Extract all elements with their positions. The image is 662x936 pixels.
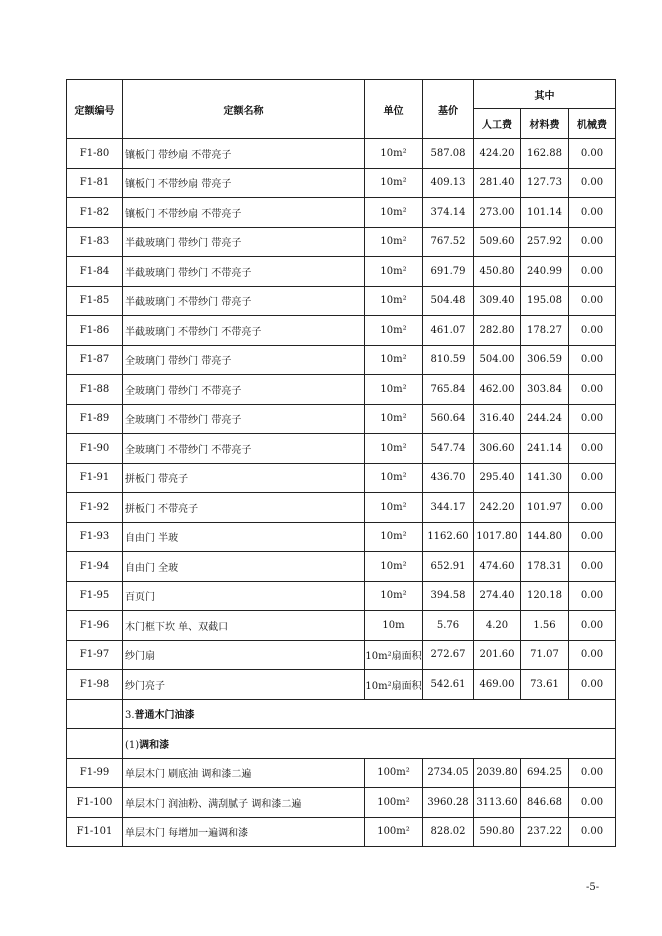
- cell-material: 257.92: [521, 227, 569, 257]
- cell-code: F1-90: [67, 434, 123, 464]
- cell-material: 178.31: [521, 552, 569, 582]
- cell-name: 拼板门 带亮子: [123, 463, 365, 493]
- header-name: 定额名称: [123, 80, 365, 139]
- cell-material: 101.14: [521, 198, 569, 228]
- cell-unit: 10m²: [365, 286, 423, 316]
- cell-code: F1-99: [67, 758, 123, 788]
- cell-code: F1-88: [67, 375, 123, 405]
- cell-code: F1-91: [67, 463, 123, 493]
- cell-labor: 242.20: [474, 493, 521, 523]
- cell-unit: 10m²: [365, 345, 423, 375]
- cell-base: 587.08: [423, 139, 474, 169]
- header-base: 基价: [423, 80, 474, 139]
- table-row: [67, 611, 616, 641]
- cell-name: 单层木门 每增加一遍调和漆: [123, 817, 365, 847]
- cell-machine: 0.00: [569, 286, 616, 316]
- cell-material: 127.73: [521, 168, 569, 198]
- cell-base: 765.84: [423, 375, 474, 405]
- cell-unit: 10m²: [365, 434, 423, 464]
- table-row: [67, 581, 616, 611]
- cell-base: 5.76: [423, 611, 474, 641]
- cell-name: 镶板门 不带纱扇 带亮子: [123, 168, 365, 198]
- table-row: [67, 788, 616, 818]
- page-number: -5-: [586, 882, 600, 893]
- cell-material: 1.56: [521, 611, 569, 641]
- section-row: [67, 699, 616, 729]
- cell-material: 846.68: [521, 788, 569, 818]
- cell-name: 木门框下坎 单、双截口: [123, 611, 365, 641]
- cell-name: 半截玻璃门 不带纱门 不带亮子: [123, 316, 365, 346]
- cell-material: 120.18: [521, 581, 569, 611]
- cell-name: 单层木门 润油粉、满刮腻子 调和漆二遍: [123, 788, 365, 818]
- cell-base: 272.67: [423, 640, 474, 670]
- cell-name: 百页门: [123, 581, 365, 611]
- cell-machine: 0.00: [569, 463, 616, 493]
- cell-base: 1162.60: [423, 522, 474, 552]
- cell-unit: 10m²: [365, 493, 423, 523]
- cell-labor: 316.40: [474, 404, 521, 434]
- cell-name: 镶板门 带纱扇 不带亮子: [123, 139, 365, 169]
- table-row: [67, 552, 616, 582]
- section-title-cell: [123, 699, 616, 729]
- table-row: [67, 404, 616, 434]
- cell-machine: 0.00: [569, 404, 616, 434]
- rate-table: [66, 79, 616, 847]
- cell-machine: 0.00: [569, 640, 616, 670]
- cell-material: 694.25: [521, 758, 569, 788]
- cell-base: 691.79: [423, 257, 474, 287]
- cell-unit: 10m²: [365, 463, 423, 493]
- table-row: [67, 286, 616, 316]
- cell-base: 560.64: [423, 404, 474, 434]
- section-title-cell: [123, 729, 616, 759]
- cell-base: 436.70: [423, 463, 474, 493]
- cell-base: 394.58: [423, 581, 474, 611]
- cell-material: 240.99: [521, 257, 569, 287]
- table-row: [67, 257, 616, 287]
- cell-code: F1-94: [67, 552, 123, 582]
- cell-code: F1-84: [67, 257, 123, 287]
- cell-machine: 0.00: [569, 316, 616, 346]
- cell-machine: 0.00: [569, 345, 616, 375]
- cell-machine: 0.00: [569, 168, 616, 198]
- cell-base: 828.02: [423, 817, 474, 847]
- cell-name: 纱门亮子: [123, 670, 365, 700]
- table-row: [67, 640, 616, 670]
- cell-name: 全玻璃门 带纱门 不带亮子: [123, 375, 365, 405]
- table-row: [67, 139, 616, 169]
- cell-code: F1-92: [67, 493, 123, 523]
- cell-material: 195.08: [521, 286, 569, 316]
- cell-name: 镶板门 不带纱扇 不带亮子: [123, 198, 365, 228]
- cell-material: 241.14: [521, 434, 569, 464]
- cell-unit: 10m²: [365, 316, 423, 346]
- cell-labor: 590.80: [474, 817, 521, 847]
- cell-labor: 281.40: [474, 168, 521, 198]
- table-row: [67, 670, 616, 700]
- table-row: [67, 168, 616, 198]
- cell-labor: 504.00: [474, 345, 521, 375]
- cell-labor: 4.20: [474, 611, 521, 641]
- cell-base: 652.91: [423, 552, 474, 582]
- cell-labor: 2039.80: [474, 758, 521, 788]
- section-prefix: 3.: [125, 710, 135, 722]
- cell-code: F1-97: [67, 640, 123, 670]
- cell-code: F1-93: [67, 522, 123, 552]
- cell-material: 244.24: [521, 404, 569, 434]
- cell-labor: 282.80: [474, 316, 521, 346]
- cell-base: 810.59: [423, 345, 474, 375]
- cell-code: F1-100: [67, 788, 123, 818]
- cell-material: 141.30: [521, 463, 569, 493]
- cell-labor: 274.40: [474, 581, 521, 611]
- table-row: [67, 493, 616, 523]
- cell-code: F1-80: [67, 139, 123, 169]
- cell-code: F1-87: [67, 345, 123, 375]
- cell-material: 71.07: [521, 640, 569, 670]
- cell-machine: 0.00: [569, 198, 616, 228]
- table-row: [67, 375, 616, 405]
- cell-code: F1-89: [67, 404, 123, 434]
- cell-unit: 10m²扇面积: [365, 670, 423, 700]
- cell-unit: 10m: [365, 611, 423, 641]
- cell-name: 自由门 全玻: [123, 552, 365, 582]
- cell-base: 3960.28: [423, 788, 474, 818]
- cell-code: F1-101: [67, 817, 123, 847]
- cell-machine: 0.00: [569, 493, 616, 523]
- cell-unit: 10m²: [365, 227, 423, 257]
- cell-machine: 0.00: [569, 581, 616, 611]
- table-row: [67, 345, 616, 375]
- cell-base: 409.13: [423, 168, 474, 198]
- cell-machine: 0.00: [569, 227, 616, 257]
- cell-material: 303.84: [521, 375, 569, 405]
- cell-labor: 273.00: [474, 198, 521, 228]
- cell-machine: 0.00: [569, 670, 616, 700]
- cell-code: F1-82: [67, 198, 123, 228]
- section-code-cell: [67, 729, 123, 759]
- cell-code: F1-98: [67, 670, 123, 700]
- section-row: [67, 729, 616, 759]
- cell-base: 344.17: [423, 493, 474, 523]
- cell-machine: 0.00: [569, 758, 616, 788]
- cell-unit: 10m²扇面积: [365, 640, 423, 670]
- cell-unit: 10m²: [365, 522, 423, 552]
- section-prefix: (1): [125, 739, 140, 751]
- cell-unit: 100m²: [365, 788, 423, 818]
- cell-name: 自由门 半玻: [123, 522, 365, 552]
- section-title: 调和漆: [139, 739, 170, 751]
- cell-name: 半截玻璃门 带纱门 带亮子: [123, 227, 365, 257]
- cell-unit: 100m²: [365, 817, 423, 847]
- cell-labor: 509.60: [474, 227, 521, 257]
- cell-base: 767.52: [423, 227, 474, 257]
- table-row: [67, 522, 616, 552]
- cell-unit: 10m²: [365, 581, 423, 611]
- cell-machine: 0.00: [569, 788, 616, 818]
- cell-code: F1-85: [67, 286, 123, 316]
- cell-labor: 309.40: [474, 286, 521, 316]
- cell-code: F1-96: [67, 611, 123, 641]
- table-body: [67, 139, 616, 847]
- cell-unit: 10m²: [365, 552, 423, 582]
- cell-machine: 0.00: [569, 522, 616, 552]
- cell-base: 461.07: [423, 316, 474, 346]
- cell-name: 全玻璃门 不带纱门 带亮子: [123, 404, 365, 434]
- cell-machine: 0.00: [569, 611, 616, 641]
- cell-labor: 469.00: [474, 670, 521, 700]
- cell-base: 374.14: [423, 198, 474, 228]
- cell-unit: 10m²: [365, 139, 423, 169]
- cell-machine: 0.00: [569, 434, 616, 464]
- cell-labor: 201.60: [474, 640, 521, 670]
- cell-name: 纱门扇: [123, 640, 365, 670]
- cell-code: F1-83: [67, 227, 123, 257]
- cell-labor: 462.00: [474, 375, 521, 405]
- cell-name: 全玻璃门 不带纱门 不带亮子: [123, 434, 365, 464]
- cell-unit: 10m²: [365, 168, 423, 198]
- cell-material: 237.22: [521, 817, 569, 847]
- cell-unit: 100m²: [365, 758, 423, 788]
- header-machine: 机械费: [569, 109, 616, 139]
- cell-name: 全玻璃门 带纱门 带亮子: [123, 345, 365, 375]
- cell-machine: 0.00: [569, 552, 616, 582]
- table-row: [67, 227, 616, 257]
- table-row: [67, 817, 616, 847]
- cell-name: 单层木门 刷底油 调和漆二遍: [123, 758, 365, 788]
- cell-labor: 1017.80: [474, 522, 521, 552]
- cell-machine: 0.00: [569, 257, 616, 287]
- cell-material: 162.88: [521, 139, 569, 169]
- cell-code: F1-81: [67, 168, 123, 198]
- cell-labor: 295.40: [474, 463, 521, 493]
- section-title: 普通木门油漆: [134, 710, 195, 722]
- cell-material: 101.97: [521, 493, 569, 523]
- cell-material: 178.27: [521, 316, 569, 346]
- cell-labor: 306.60: [474, 434, 521, 464]
- table-row: [67, 758, 616, 788]
- cell-base: 2734.05: [423, 758, 474, 788]
- section-code-cell: [67, 699, 123, 729]
- table-row: [67, 463, 616, 493]
- cell-code: F1-86: [67, 316, 123, 346]
- cell-labor: 474.60: [474, 552, 521, 582]
- cell-name: 半截玻璃门 带纱门 不带亮子: [123, 257, 365, 287]
- cell-labor: 424.20: [474, 139, 521, 169]
- cell-base: 542.61: [423, 670, 474, 700]
- cell-base: 504.48: [423, 286, 474, 316]
- cell-machine: 0.00: [569, 817, 616, 847]
- cell-machine: 0.00: [569, 139, 616, 169]
- cell-material: 144.80: [521, 522, 569, 552]
- header-group: 其中: [474, 80, 616, 109]
- cell-labor: 450.80: [474, 257, 521, 287]
- cell-labor: 3113.60: [474, 788, 521, 818]
- header-material: 材料费: [521, 109, 569, 139]
- header-unit: 单位: [365, 80, 423, 139]
- cell-name: 半截玻璃门 不带纱门 带亮子: [123, 286, 365, 316]
- table-row: [67, 198, 616, 228]
- cell-code: F1-95: [67, 581, 123, 611]
- cell-unit: 10m²: [365, 257, 423, 287]
- cell-material: 306.59: [521, 345, 569, 375]
- cell-machine: 0.00: [569, 375, 616, 405]
- cell-base: 547.74: [423, 434, 474, 464]
- cell-unit: 10m²: [365, 198, 423, 228]
- cell-unit: 10m²: [365, 375, 423, 405]
- cell-unit: 10m²: [365, 404, 423, 434]
- header-code: 定额编号: [67, 80, 123, 139]
- header-labor: 人工费: [474, 109, 521, 139]
- table-row: [67, 434, 616, 464]
- cell-name: 拼板门 不带亮子: [123, 493, 365, 523]
- cell-material: 73.61: [521, 670, 569, 700]
- table-row: [67, 316, 616, 346]
